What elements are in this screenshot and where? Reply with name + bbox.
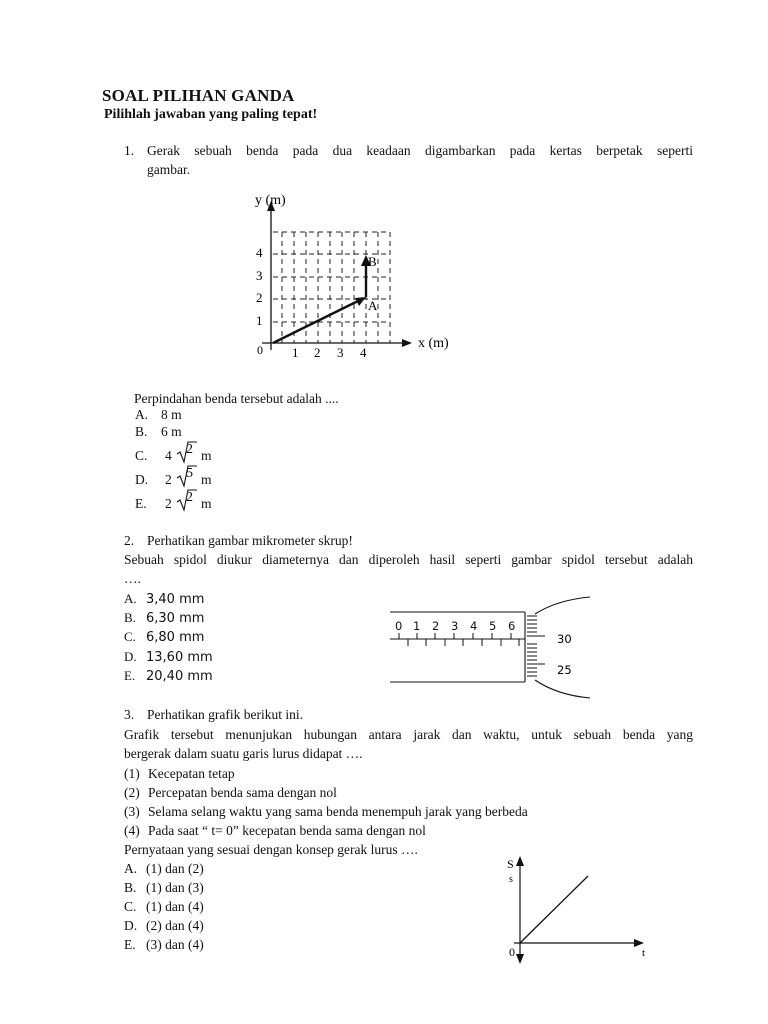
q3-option-b[interactable] <box>124 880 204 896</box>
statement-text: Kecepatan tetap <box>148 766 235 781</box>
q1-point-b-label: B <box>368 254 377 269</box>
statement-text: Percepatan benda sama dengan nol <box>148 785 337 800</box>
main-scale-label: 3 <box>451 619 459 633</box>
option-text: 6 m <box>161 424 182 439</box>
q1-y-tick: 3 <box>256 268 263 283</box>
q1-number: 1. <box>124 143 135 158</box>
option-letter: E. <box>124 668 136 683</box>
q1-option-e[interactable] <box>135 496 161 512</box>
thimble-curve-bottom <box>535 680 590 698</box>
main-scale-label: 2 <box>432 619 440 633</box>
q1-question: Perpindahan benda tersebut adalah .... <box>134 391 339 406</box>
q1-option-e-root: 2 <box>186 490 193 505</box>
q3-option-a[interactable] <box>124 861 204 877</box>
q3-text-line2: Grafik tersebut menunjukan hubungan antara jarak dan waktu, untuk sebuah benda yang <box>124 727 693 742</box>
option-letter: B. <box>124 610 136 625</box>
option-letter: A. <box>124 861 138 876</box>
q3-x-axis-label: t <box>642 947 646 959</box>
q2-option-d[interactable] <box>124 649 213 665</box>
q3-statement <box>124 804 528 820</box>
option-letter: C. <box>124 629 136 644</box>
option-letter: D. <box>124 918 138 933</box>
micrometer-figure <box>385 592 605 702</box>
option-letter: C. <box>135 448 148 463</box>
option-letter: A. <box>135 407 149 422</box>
q3-y-axis-arrow-down <box>516 954 524 964</box>
q1-option-d-root: 5 <box>186 466 193 481</box>
q1-x-tick: 2 <box>314 345 321 360</box>
option-text: 20,40 mm <box>146 669 213 684</box>
q1-x-tick: 3 <box>337 345 344 360</box>
option-letter: C. <box>124 899 137 914</box>
option-letter: E. <box>124 937 136 952</box>
q3-text-line1: Perhatikan grafik berikut ini. <box>147 707 303 722</box>
main-scale-label: 6 <box>508 619 516 633</box>
thimble-label: 25 <box>557 663 572 677</box>
q1-y-axis-label: y (m) <box>255 193 286 208</box>
option-letter: D. <box>124 649 137 664</box>
statement-number: (3) <box>124 804 140 819</box>
q1-option-c-coef: 4 <box>165 448 172 463</box>
q1-point-a-label: A <box>368 298 378 313</box>
q3-origin-label: 0 <box>509 945 515 959</box>
thimble-label: 30 <box>557 632 572 646</box>
statement-number: (1) <box>124 766 140 781</box>
option-text: (1) dan (4) <box>146 899 204 914</box>
q1-option-c-root: 2 <box>186 442 193 457</box>
statement-text: Selama selang waktu yang sama benda menempuh jarak yang berbeda <box>148 804 528 819</box>
q3-statement <box>124 785 337 801</box>
thimble-curve-top <box>535 597 590 614</box>
statement-number: (2) <box>124 785 140 800</box>
page-title: SOAL PILIHAN GANDA <box>102 86 295 105</box>
q2-text-line3: …. <box>124 571 141 586</box>
q3-option-c[interactable] <box>124 899 204 915</box>
option-text: (1) dan (2) <box>146 861 204 876</box>
q1-x-axis-label: x (m) <box>418 336 449 351</box>
option-text: 8 m <box>161 407 182 422</box>
option-text: 6,30 mm <box>146 611 205 626</box>
q3-text-line3: bergerak dalam suatu garis lurus didapat …. <box>124 746 363 761</box>
q1-y-tick: 2 <box>256 290 263 305</box>
q1-option-c[interactable] <box>135 448 161 464</box>
q1-x-tick: 1 <box>292 345 299 360</box>
q2-option-a[interactable] <box>124 591 204 607</box>
q1-option-e-coef: 2 <box>165 496 172 511</box>
option-letter: B. <box>124 880 137 895</box>
option-text: (3) dan (4) <box>146 937 204 952</box>
q2-option-b[interactable] <box>124 610 204 626</box>
q2-option-c[interactable] <box>124 629 204 645</box>
q3-data-line <box>520 876 588 943</box>
q1-grid <box>273 232 390 343</box>
thimble-scale-ticks <box>527 616 545 676</box>
option-text: (2) dan (4) <box>146 918 204 933</box>
q1-y-tick: 1 <box>256 313 263 328</box>
main-scale-label: 0 <box>395 619 403 633</box>
option-text: 13,60 mm <box>146 650 213 665</box>
q2-number: 2. <box>124 533 135 548</box>
q2-text-line1: Perhatikan gambar mikrometer skrup! <box>147 533 353 548</box>
option-letter: D. <box>135 472 149 487</box>
main-scale-label: 1 <box>413 619 421 633</box>
q3-y-axis-arrow <box>516 856 524 866</box>
q3-option-d[interactable] <box>124 918 204 934</box>
q1-text-line1: Gerak sebuah benda pada dua keadaan digambarkan pada kertas berpetak seperti <box>147 143 693 158</box>
option-letter: E. <box>135 496 147 511</box>
q3-statement <box>124 823 426 839</box>
statement-text: Pada saat “ t= 0” kecepatan benda sama dengan nol <box>148 823 426 838</box>
q1-option-c-unit: m <box>201 448 212 463</box>
q2-text-line2: Sebuah spidol diukur diameternya dan diperoleh hasil seperti gambar spidol tersebut adalah <box>124 552 693 567</box>
q3-y-axis-label: S <box>507 857 514 871</box>
statement-number: (4) <box>124 823 140 838</box>
q1-y-tick: 4 <box>256 245 263 260</box>
q1-option-e-unit: m <box>201 496 212 511</box>
main-scale-label: 4 <box>470 619 478 633</box>
q1-axes <box>262 201 412 350</box>
q3-distance-time-graph <box>500 852 660 968</box>
q1-origin-label: 0 <box>257 343 263 357</box>
q3-prompt: Pernyataan yang sesuai dengan konsep gerak lurus …. <box>124 842 418 857</box>
option-letter: B. <box>135 424 148 439</box>
q3-x-axis-arrow <box>634 939 644 947</box>
q3-number: 3. <box>124 707 135 722</box>
q1-option-d-unit: m <box>201 472 212 487</box>
q1-x-tick: 4 <box>360 345 367 360</box>
option-letter: A. <box>124 591 137 606</box>
q1-option-a[interactable] <box>135 407 182 423</box>
main-scale-label: 5 <box>489 619 497 633</box>
q1-option-d-coef: 2 <box>165 472 172 487</box>
q1-option-b[interactable] <box>135 424 182 440</box>
q1-option-d[interactable] <box>135 472 161 488</box>
q1-text-line2: gambar. <box>147 162 191 177</box>
q3-y-axis-sublabel: s <box>509 874 513 885</box>
q1-displacement-figure <box>240 185 460 365</box>
option-text: (1) dan (3) <box>146 880 204 895</box>
q3-option-e[interactable] <box>124 937 204 953</box>
option-text: 6,80 mm <box>146 630 205 645</box>
q3-statement <box>124 766 235 782</box>
q2-option-e[interactable] <box>124 668 213 684</box>
option-text: 3,40 mm <box>146 592 205 607</box>
instruction-text: Pilihlah jawaban yang paling tepat! <box>104 107 318 122</box>
